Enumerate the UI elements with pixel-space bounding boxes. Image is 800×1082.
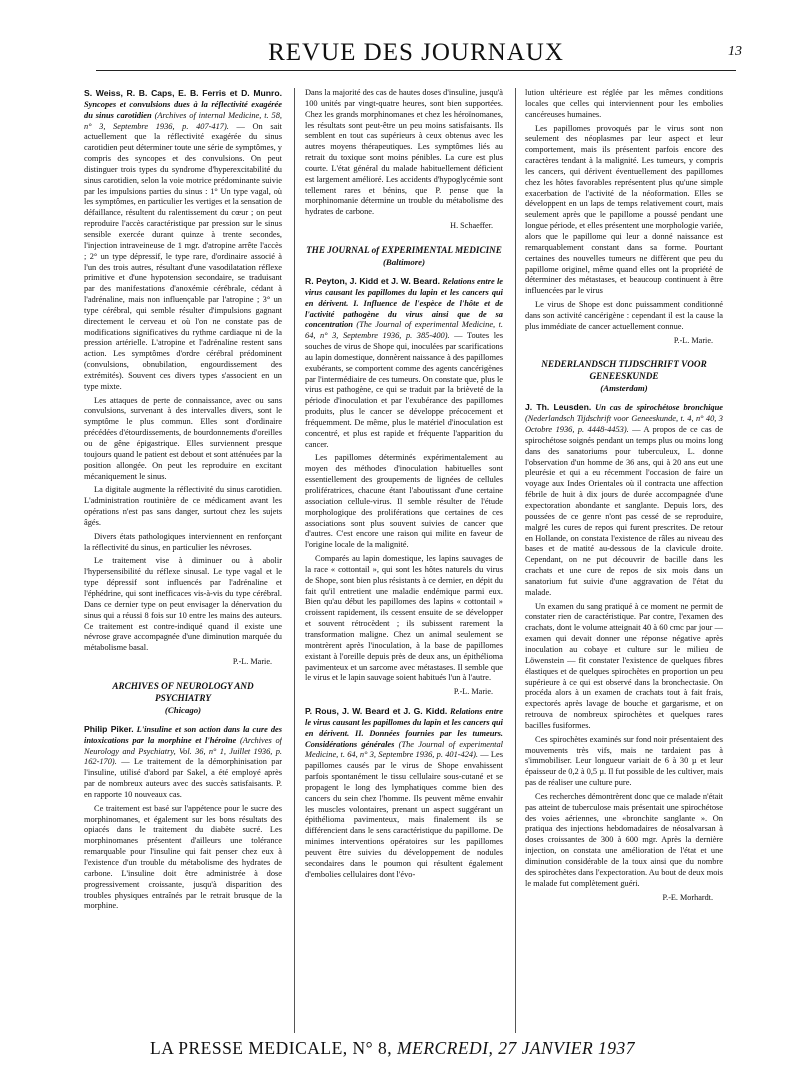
- paragraph: Comparés au lapin domestique, les lapins sauvages de la race « cottontail », qui sont les hôtes naturels du virus de Shope, sont bien plus résistants à ce dernier, en dépit du fait qu'il entretient une maladie endémique parmi eux. Bien qu'au début les papillomes des lapins « cottontail » croissent rapidement, ils cessent ensuite de se développer et souvent rétrocèdent ; ils subissent rarement la transformation maligne. Chez un animal seulement se montrèrent après l'inoculation, à la base de papillomes existant à l'oreille depuis près de deux ans, un épithélioma pavimenteux et un sarcome avec métastases. Il semble que le virus et le lapin sauvage soient habitués l'un à l'autre.: [305, 554, 503, 683]
- paragraph: Dans la majorité des cas de hautes doses d'insuline, jusqu'à 100 unités par vingt-quatre heures, sont bien supportées. Chez les grands morphinomanes et chez les héroïnomanes, les résultats sont peut-être un peu moins satisfaisants. Ils semblent en tout cas supérieurs à ceux obtenus avec les autres moyens thérapeutiques. Les symptômes liés au retrait du toxique sont moins pénibles. La cure est plus courte. L'état général du malade habituellement déficient est largement amélioré. Les accidents d'hypoglycémie sont tellement rares et bénins, que P. pense que la morphinomanie détermine un trouble du métabolisme des hydrates de carbone.: [305, 88, 503, 217]
- column-2: [305, 88, 503, 1033]
- footer-date: MERCREDI, 27 JANVIER 1937: [397, 1038, 636, 1058]
- signature: P.-E. Morhardt.: [662, 892, 713, 902]
- abstract-text: — Les papillomes causés par le virus de Shope envahissent parfois spontanément le tissu cellulaire sous-cutané et se propagent le long des lymphatiques comme bien des cancers du sein chez l'homme. Ils peuvent même envahir les muscles volontaires, prenant un aspect suggérant un épithélioma pavimenteux, mais finalement ils se différencient dans le sens caractéristique du papillome. De minimes interventions opératoires sur les papillomes peuvent être suivies du développement de nodules secondaires dans le poumon qui résultent également d'embolies cellulaires dont l'évo-: [305, 750, 503, 879]
- journal-city: (Baltimore): [382, 256, 426, 267]
- citation: (Archives of internal Medicine, t. 58, n° 3, Septembre 1936, p. 407-417).: [84, 110, 282, 131]
- abstract-piker: [84, 724, 282, 801]
- abstract-rous: [305, 706, 503, 881]
- authors: S. Weiss, R. B. Caps, E. B. Ferris et D. Munro.: [84, 88, 282, 98]
- running-title: REVUE DES JOURNAUX: [268, 39, 564, 66]
- abstract-leusden: [525, 402, 723, 598]
- column-3: [525, 88, 723, 1033]
- journal-name: ARCHIVES OF NEUROLOGY AND PSYCHIATRY: [112, 680, 254, 703]
- article-title: Syncopes et convulsions dues à la réflectivité exagérée du sinus carotidien: [84, 99, 282, 120]
- paragraph: Le virus de Shope est donc puissamment conditionné dans son activité cancérigène : cependant il est la cause la plus immédiate de cancer actuellement connue.: [525, 300, 723, 331]
- journal-city: (Chicago): [164, 704, 202, 715]
- footer-issue-number: N° 8,: [352, 1038, 393, 1058]
- footer-journal: LA PRESSE MEDICALE,: [150, 1038, 348, 1058]
- page-number: 13: [728, 44, 742, 59]
- paragraph: Le traitement vise à diminuer ou à abolir l'hypersensibilité du réflexe sinusal. Le type vagal et le type dépressif sont influencés par l'adrénaline et l'éphédrine, qui sont inefficaces vis-à-vis du type cérébral. Dans ce dernier type on peut envisager la dénervation du sinus qui a réussi 8 fois sur 10 entre les mains des auteurs. Ce traitement est contre-indiqué quand il existe une névrose grave accompagnée d'une diminution marquée du métabolisme basal.: [84, 556, 282, 653]
- paragraph: Ces spirochètes examinés sur fond noir présentaient des mouvements très vifs, mais ne tardaient pas à s'immobiliser. Leur longueur variait de 6 à 30 µ et leur épaisseur de 0,2 à 0,5 µ. Il fut possible de les cultiver, mais pas de réaliser une culture pure.: [525, 734, 723, 788]
- paragraph: Les attaques de perte de connaissance, avec ou sans convulsions, survenant à des intervalles divers, sont le symptôme le plus commun. Elles sont d'ordinaire précédées d'étourdissements, de bourdonnements d'oreilles ou de gêne épigastrique. Elles surviennent presque toujours quand le patient est debout et sont atténuées par la position allongée. On peut les reproduire en excitant mécaniquement le sinus.: [84, 395, 282, 481]
- article-title: Un cas de spirochétose bronchique: [595, 403, 723, 413]
- journal-heading: [84, 680, 282, 716]
- paragraph: Ces recherches démontrèrent donc que ce malade n'était pas atteint de tuberculose mais présentait une spirochétose des voies aériennes, une «bronchite sanglante ». On pratiqua des injections hebdomadaires de néosalvarsan à doses croissantes de 300 à 600 mgr. Après la dernière injection, on constata une amélioration de l'état et une diminution considérable de la toux ainsi que du nombre des spirochètes dans l'expectoration. Au bout de deux mois le malade fut complètement guéri.: [525, 791, 723, 888]
- column-1: [84, 88, 282, 1033]
- paragraph: Les papillomes provoqués par le virus sont non seulement des néoplasmes par leur aspect et leur comportement, mais ils présentent parfois encore des caractères tendant à la malignité. Les tumeurs, y compris les cancers, qui dérivent éventuellement des papillomes chez les hôtes favorables représentent plus qu'une simple exacerbation de l'activité de la néoformation. Elles se développent en un laps de temps relativement court, mais seulement après que le papillome a poussé pendant une longue période, et elles présentent une morphologie variée, alors que le papillome qui leur a donné naissance est remarquablement constant dans sa forme. Pourtant certaines des nouvelles tumeurs ne diffèrent que peu du papillome originel, même quand elles ont la propriété de déterminer des métastases, et beaucoup continuent à être influencées par le virus: [525, 123, 723, 296]
- signature: P.-L. Marie.: [232, 657, 272, 667]
- page-footer: [150, 1038, 750, 1059]
- article-title: L'insuline et son action dans la cure des intoxications par la morphine et l'héroïne: [84, 724, 282, 745]
- journal-city: (Amsterdam): [600, 383, 648, 394]
- paragraph: lution ultérieure est réglée par les mêmes conditions locales que celles qui interviennent pour les embolies cancéreuses humaines.: [525, 88, 723, 119]
- abstract-peyton: [305, 276, 503, 451]
- journal-name: NEDERLANDSCH TIJDSCHRIFT VOOR GENEESKUNDE: [541, 359, 707, 382]
- authors: R. Peyton, J. Kidd et J. W. Beard.: [305, 275, 441, 286]
- authors: Philip Piker.: [84, 723, 134, 734]
- journal-heading: [305, 244, 503, 268]
- abstract-text: — A propos de ce cas de spirochétose soignés pendant un temps plus ou moins long dans des sanatoriums pour tuberculeux, L. donne l'observation d'un homme de 36 ans, qui à 20 ans eut une pleurésie et qui a eu récemment l'occasion de faire un voyage aux Indes Orientales où il contracta une affection fébrile de huit à dix jours de durée accompagnée d'une expectoration abondante et sanglante. Depuis lors, des poussées de ce genre n'ont pas cessé de se reproduire, malgré les cures de repos qui furent prescrites. De retour en Hollande, on constata l'existence de râles au niveau des bases et de matité au-dessous de la clavicule droite. Cependant, on ne put découvrir de bacille dans les crachats et une cure de repos de six mois dans un sanatorium fut suivie d'une aggravation de l'état du malade.: [525, 425, 723, 597]
- abstract-weiss: [84, 88, 282, 393]
- citation: (Nederlandsch Tijdschrift voor Geneeskunde, t. 4, n° 40, 3 Octobre 1936, p. 4448-4453).: [525, 414, 723, 435]
- signature: P.-L. Marie.: [453, 687, 493, 697]
- journal-name: THE JOURNAL of EXPERIMENTAL MEDICINE: [306, 244, 502, 255]
- journal-heading: [525, 358, 723, 394]
- authors: P. Rous, J. W. Beard et J. G. Kidd.: [305, 706, 448, 717]
- paragraph: Divers états pathologiques interviennent en renforçant la réflectivité du sinus, en particulier les névroses.: [84, 531, 282, 552]
- citation: (The Journal of experimental Medicine, t. 64, n° 3, Septembre 1936, p. 401-424).: [305, 739, 503, 760]
- citation: (The Journal of experimental Medicine, t. 64, n° 3, Septembre 1936, p. 385-400).: [305, 320, 503, 341]
- paragraph: Les papillomes déterminés expérimentalement au moyen des méthodes d'inoculation habituelles sont essentiellement des groupements de lignées de cellules prolifératrices, chacune étant l'aboutissant d'une certaine association cellule-virus. Il semble résulter de l'étude morphologique des proliférations que certaines de ces associations sont plus souvent suivies de cancer que d'autres. C'est encore une raison qui milite en faveur de l'origine locale de la malignité.: [305, 453, 503, 550]
- column-divider: [294, 88, 295, 1033]
- article-title: Relations entre le virus causant les papillomes du lapin et les cancers qui en dérivent. II. Données fournies par les tumeurs. Considérations générales: [305, 707, 503, 749]
- authors: J. Th. Leusden.: [525, 402, 592, 413]
- paragraph: La digitale augmente la réflectivité du sinus carotidien. L'administration routinière de ce médicament avant les opérations n'est pas sans danger, surtout chez les sujets âgés.: [84, 485, 282, 527]
- column-divider: [515, 88, 516, 1033]
- abstract-text: — Le traitement de la démorphinisation par l'insuline, utilisé d'abord par Sakel, a été employé après par de nombreux auteurs avec des succès satisfaisants. P. en rapporte 10 nouveaux cas.: [84, 757, 282, 799]
- abstract-text: — On sait actuellement que la réflectivité exagérée du sinus carotidien peut déterminer toute une série de symptômes, y compris des syncopes et des convulsions. On peut distinguer trois types du syndrome d'hyperexcitabilité du sinus carotidien, selon la voie motrice prédominante suivie par les impulsions parties du sinus : 1° Un type vagal, où les symptômes, en particulier les vertiges et la sensation de défaillance, résultent du ralentissement du cœur ; on peut reproduire l'accès caractéristique par pression sur le sinus sensible exercée durant quinze à trente secondes, l'injection intraveineuse de 1 mgr. d'atropine arrête l'accès ; 2° un type dépressif, le type rare, d'ordinaire associé à l'un des trois autres, résultant d'une vasodilatation réflexe primitive et d'une hypotension secondaire, se traduisant par des manifestations d'anoxémie cérébrale, cédant à l'adrénaline, mais non influençable par l'atropine ; 3° un type cérébral, qui semble résulter d'impulsions gagnant directement le cerveau et où l'on ne constate pas de modifications significatives du rythme cardiaque ni de la pression artérielle. L'atropine et l'adrénaline restent sans action. Les symptômes d'ordre cérébral prédominent (convulsions, obnubilation, engourdissement des extrémités). Souvent ces divers types s'associent en un type mixte.: [84, 121, 282, 391]
- abstract-text: — Toutes les souches de virus de Shope qui, inoculées par scarifications au lapin domestique, donnèrent naissance à des papillomes exubérants, se comportent comme des agents cancérigènes par l'intermédiaire de ces tumeurs. On constate que, plus le virus est pathogène, ce qui se traduit par la brièveté de la période d'inoculation et par l'exubérance des papillomes produits, plus le cancer se développe précocement et fréquemment. De même, plus le matériel d'inoculation est concentré, et plus est rapide et fréquente l'apparition du cancer.: [305, 331, 503, 449]
- signature: H. Schaeffer.: [450, 221, 493, 231]
- citation: (Archives of Neurology and Psychiatry, Vol. 36, n° 1, Juillet 1936, p. 162-170).: [84, 735, 282, 767]
- header-rule: [96, 70, 736, 71]
- paragraph: Un examen du sang pratiqué à ce moment ne permit de constater rien de caractéristique. Par contre, l'examen des crachats, dont le volume atteignait 40 à 60 cmc par jour — examen qui devait donner une réponse négative après inoculation au cobaye et culture sur le milieu de Löwenstein — fit constater l'existence de quelques fibres élastiques et de quelques spirochètes en proportion un peu supérieure à ce qui est observé dans la bronchectasie. On procéda alors à un examen de crachats tout à fait frais, expectorés après lavage de bouche et gargarisme, et on retrouva de nombreux spirochètes et quelques rares bacilles fusiformes.: [525, 601, 723, 730]
- signature: P.-L. Marie.: [673, 335, 713, 345]
- paragraph: Ce traitement est basé sur l'appétence pour le sucre des morphinomanes, et également sur les bons résultats des opiacés dans le traitement du diabète sucré. Les morphinomanes présentent d'ailleurs une tolérance remarquable pour l'insuline qui fait penser chez eux à l'existence d'un trouble du métabolisme des hydrates de carbone. L'insuline doit être administrée à dose progressivement croissante, jusqu'à disparition des troubles physiques entraînés par le retrait brusque de la morphine.: [84, 803, 282, 911]
- article-title: Relations entre le virus causant les papillomes du lapin et les cancers qui en dérivent. I. Influence de l'espèce de l'hôte et de l'activité pathogène du virus ainsi que de sa concentration: [305, 276, 503, 330]
- page-header: [96, 38, 742, 68]
